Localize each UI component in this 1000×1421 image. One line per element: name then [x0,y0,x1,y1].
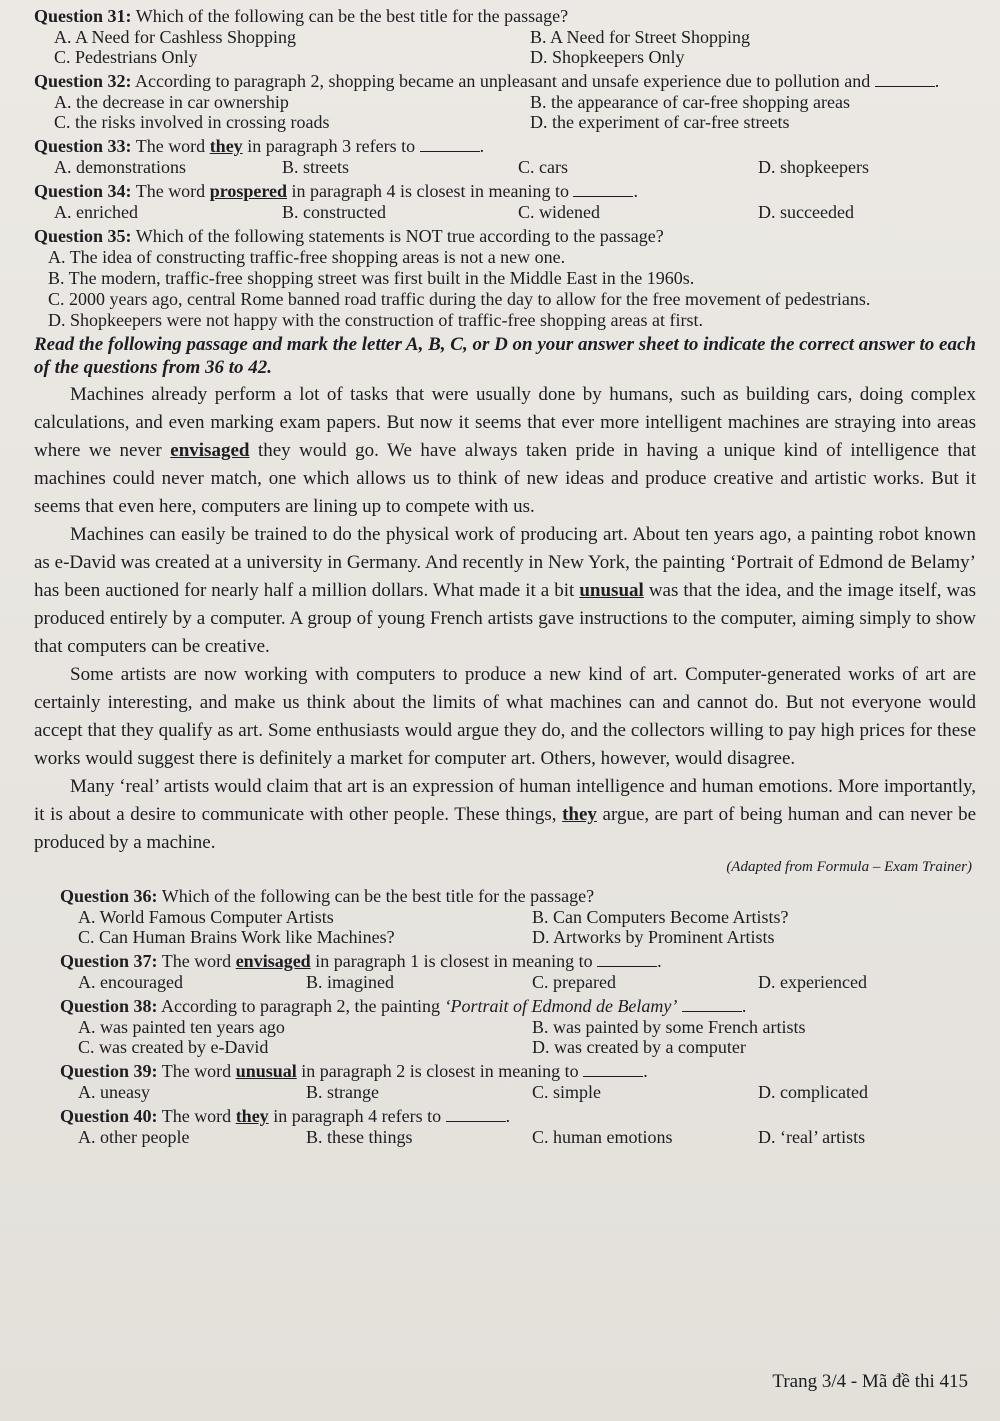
options [60,1127,906,1147]
option-a[interactable]: A. other people [78,1127,190,1147]
option-b[interactable]: B. Can Computers Become Artists? [532,907,789,927]
options [34,202,986,222]
options [34,157,986,177]
option-c[interactable]: C. Pedestrians Only [54,47,198,67]
question-text: in paragraph 3 refers to [247,136,416,156]
question-33: Question 33: The word they in paragraph 3 refers to . A. demonstrations B. streets C. cars D. shopkeepers [34,136,986,177]
question-label: Question 31: [34,6,132,26]
option-b[interactable]: B. A Need for Street Shopping [530,27,750,47]
option-b[interactable]: B. was painted by some French artists [532,1017,806,1037]
passage-paragraph-2 [34,521,986,661]
option-a[interactable]: A. encouraged [78,972,183,992]
option-d[interactable]: D. shopkeepers [758,157,869,177]
question-text: Which of the following statements is NOT true according to the passage? [135,226,664,246]
question-text: The word [161,1061,232,1081]
question-text: in paragraph 2 is closest in meaning to [301,1061,579,1081]
option-a[interactable]: A. The idea of constructing traffic-free shopping areas is not a new one. [48,247,566,267]
answer-blank [875,72,935,87]
options [60,907,906,947]
option-b[interactable]: B. these things [306,1127,413,1147]
reading-passage [34,381,986,876]
question-40: Question 40: The word they in paragraph 4 refers to . A. other people B. these things C. human emotions D. ‘real’ artists [60,1106,906,1147]
question-label: Question 35: [34,226,132,246]
question-label: Question 33: [34,136,132,156]
option-c[interactable]: C. Can Human Brains Work like Machines? [78,927,395,947]
option-c[interactable]: C. prepared [532,972,616,992]
answer-blank [682,997,742,1012]
option-c[interactable]: C. simple [532,1082,602,1102]
option-c[interactable]: C. was created by e-David [78,1037,269,1057]
option-b[interactable]: B. imagined [306,972,394,992]
option-a[interactable]: A. the decrease in car ownership [54,92,289,112]
question-text: in paragraph 1 is closest in meaning to [315,951,593,971]
answer-blank [597,952,657,967]
question-31 [34,6,986,67]
question-38: Question 38: According to paragraph 2, the painting ‘Portrait of Edmond de Belamy’ . A. was painted ten years ago B. was painted by some French artists C. was created by e-David D. was created by a computer [60,996,906,1057]
question-text: The word [161,951,232,971]
option-c[interactable]: C. the risks involved in crossing roads [54,112,330,132]
passage-text: argue, are part of being human and can never be produced by a machine. [34,804,976,853]
question-32: Question 32: According to paragraph 2, shopping became an unpleasant and unsafe experience due to pollution and . A. the decrease in car ownership B. the appearance of car-free shopping areas C. the risks involved in crossing roads D. the experiment of car-free streets [34,71,986,132]
question-label: Question 32: [34,71,132,91]
option-a[interactable]: A. was painted ten years ago [78,1017,285,1037]
question-text: The word [135,136,206,156]
passage-text: they would go. We have always taken pride in having a unique kind of intelligence that machines could never match, one which allows us to think of new ideas and produce creative and artistic works. But it seems that even here, computers are lining up to compete with us. [34,440,977,517]
passage-text: Machines already perform a lot of tasks that were usually done by humans, such as building cars, doing complex calculations, and even marking exam papers. But now it seems that ever more intelligent machines are straying into areas where we never [34,384,976,461]
question-text: According to paragraph 2, shopping became an unpleasant and unsafe experience due to pollution and [135,71,871,91]
question-text: in paragraph 4 refers to [273,1106,442,1126]
question-text: in paragraph 4 is closest in meaning to [291,181,569,201]
keyword: unusual [235,1061,297,1081]
keyword: envisaged [170,440,250,461]
question-39: Question 39: The word unusual in paragraph 2 is closest in meaning to . A. uneasy B. strange C. simple D. complicated [60,1061,906,1102]
options [60,1082,906,1102]
options [34,92,986,132]
option-d[interactable]: D. Artworks by Prominent Artists [532,927,775,947]
option-a[interactable]: A. demonstrations [54,157,186,177]
keyword: unusual [579,580,644,601]
question-text: The word [161,1106,232,1126]
question-label: Question 39: [60,1061,158,1081]
option-b[interactable]: B. streets [282,157,349,177]
option-b[interactable]: B. constructed [282,202,386,222]
question-37: Question 37: The word envisaged in paragraph 1 is closest in meaning to . A. encouraged B. imagined C. prepared D. experienced [60,951,906,992]
answer-blank [446,1107,506,1122]
question-text: The word [135,181,206,201]
option-a[interactable]: A. uneasy [78,1082,150,1102]
option-d[interactable]: D. succeeded [758,202,854,222]
options [60,1017,906,1057]
options [34,247,986,331]
option-d[interactable]: D. the experiment of car-free streets [530,112,790,132]
option-d[interactable]: D. was created by a computer [532,1037,746,1057]
keyword: prospered [209,181,288,201]
passage-source: (Adapted from Formula – Exam Trainer) [726,859,972,875]
painting-title: ‘Portrait of Edmond de Belamy’ [444,996,678,1016]
option-b[interactable]: B. The modern, traffic-free shopping street was first built in the Middle East in the 1960s. [48,268,695,288]
option-c[interactable]: C. 2000 years ago, central Rome banned road traffic during the day to allow for the free movement of pedestrians. [48,289,871,309]
keyword: they [235,1106,269,1126]
question-34: Question 34: The word prospered in paragraph 4 is closest in meaning to . A. enriched B. constructed C. widened D. succeeded [34,181,986,222]
question-35 [34,226,986,331]
question-label: Question 37: [60,951,158,971]
option-a[interactable]: A. enriched [54,202,138,222]
options [34,27,986,67]
passage-paragraph-4 [34,773,986,857]
passage-text: was that the idea, and the image itself, was produced entirely by a computer. A group of young French artists gave instructions to the computer, aiming simply to show that computers can be creative. [34,580,977,657]
option-b[interactable]: B. strange [306,1082,379,1102]
question-label: Question 36: [60,886,158,906]
section-instruction: Read the following passage and mark the letter A, B, C, or D on your answer sheet to indicate the correct answer to each of the questions from 36 to 42. [34,334,976,378]
question-label: Question 34: [34,181,132,201]
page-footer: Trang 3/4 - Mã đề thi 415 [772,1371,968,1392]
passage-paragraph-3: Some artists are now working with computers to produce a new kind of art. Computer-generated works of art are certainly interesting, and make us think about the limits of what machines can and cannot do. But not everyone would accept that they qualify as art. Some enthusiasts would argue they do, and the collectors willing to pay high prices for these works would suggest there is definitely a market for computer art. Others, however, would disagree. [34,664,976,769]
question-text: Which of the following can be the best title for the passage? [135,6,569,26]
option-c[interactable]: C. widened [518,202,600,222]
answer-blank [420,137,480,152]
option-a[interactable]: A. World Famous Computer Artists [78,907,334,927]
passage-text: Machines can easily be trained to do the physical work of producing art. About ten years ago, a painting robot known as e-David was created at a university in Germany. And recently in New York, the painting ‘Portrait of Edmond de Belamy’ has been auctioned for nearly half a million dollars. What made it a bit [34,524,976,601]
passage-paragraph-1 [34,381,986,521]
keyword: envisaged [235,951,311,971]
option-d[interactable]: D. complicated [758,1082,868,1102]
answer-blank [583,1062,643,1077]
question-text: According to paragraph 2, the painting [161,996,440,1016]
option-b[interactable]: B. the appearance of car-free shopping areas [530,92,850,112]
option-d[interactable]: D. Shopkeepers Only [530,47,685,67]
passage-text: Many ‘real’ artists would claim that art is an expression of human intelligence and human emotions. More importantly, it is about a desire to communicate with other people. These things, [34,776,976,825]
options [60,972,906,992]
keyword: they [209,136,243,156]
option-a[interactable]: A. A Need for Cashless Shopping [54,27,296,47]
keyword: they [562,804,597,825]
question-group-36-40 [34,886,986,1147]
question-36 [60,886,906,947]
question-text: Which of the following can be the best title for the passage? [161,886,595,906]
option-d[interactable]: D. ‘real’ artists [758,1127,866,1147]
option-c[interactable]: C. cars [518,157,568,177]
option-d[interactable]: D. experienced [758,972,867,992]
answer-blank [573,182,633,197]
option-d[interactable]: D. Shopkeepers were not happy with the construction of traffic-free shopping areas at first. [48,310,703,330]
question-label: Question 40: [60,1106,158,1126]
question-label: Question 38: [60,996,158,1016]
option-c[interactable]: C. human emotions [532,1127,673,1147]
